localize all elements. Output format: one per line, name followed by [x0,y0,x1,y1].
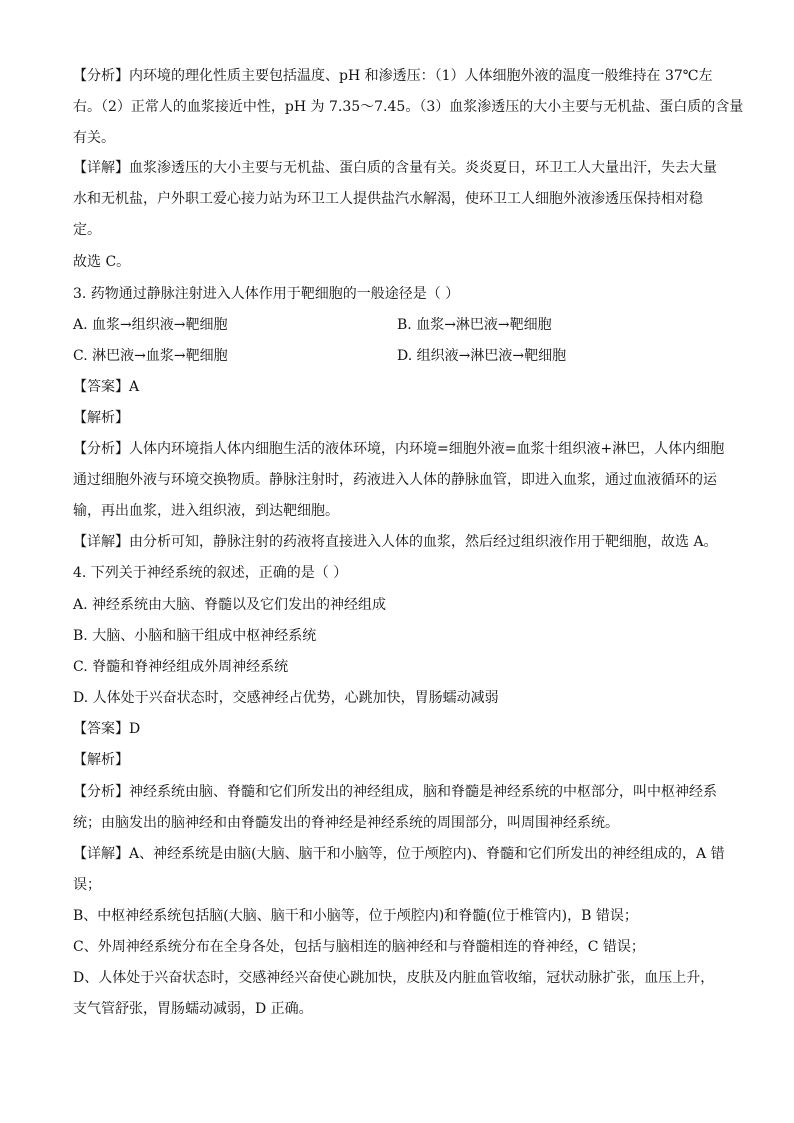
text-line: 输，再出血浆，进入组织液，到达靶细胞。 [73,503,339,519]
option-d: D. 组织液→淋巴液→靶细胞 [397,348,567,364]
text-line: 【分析】人体内环境指人体内细胞生活的液体环境，内环境=细胞外液=血浆十组织液+淋巴，人体内细胞 [73,441,725,457]
analysis-label: 【解析】 [73,410,129,426]
text-line: 右。（2）正常人的血浆接近中性，pH 为 7.35～7.45。（3）血浆渗透压的大小主要与无机盐、蛋白质的含量 [73,99,744,115]
text-line: B、中枢神经系统包括脑(大脑、脑干和小脑等，位于颅腔内)和脊髓(位于椎管内)，B 错误； [73,908,638,924]
question-4: 4. 下列关于神经系统的叙述，正确的是（ ） [73,565,348,581]
text-line: 有关。 [73,130,115,146]
text-line: 【分析】神经系统由脑、脊髓和它们所发出的神经组成，脑和脊髓是神经系统的中枢部分，叫中枢神经系 [73,784,717,800]
analysis-label: 【解析】 [73,752,129,768]
text-line: 故选 C。 [73,254,131,270]
answer-label: 【答案】D [73,721,141,737]
text-line: 【详解】A、神经系统是由脑(大脑、脑干和小脑等，位于颅腔内)、脊髓和它们所发出的神经组成的，A 错 [73,846,725,862]
text-line: 误； [73,877,101,893]
text-line: 【详解】血浆渗透压的大小主要与无机盐、蛋白质的含量有关。炎炎夏日，环卫工人大量出汗，失去大量 [73,160,717,176]
option-a: A. 神经系统由大脑、脊髓以及它们发出的神经组成 [73,597,387,613]
text-line: C、外周神经系统分布在全身各处，包括与脑相连的脑神经和与脊髓相连的脊神经，C 错误； [73,939,645,955]
option-b: B. 大脑、小脑和脑干组成中枢神经系统 [73,628,317,644]
text-line: 统；由脑发出的脑神经和由脊髓发出的脊神经是神经系统的周围部分，叫周围神经系统。 [73,815,619,831]
option-a: A. 血浆→组织液→靶细胞 [73,317,228,333]
text-line: 定。 [73,222,101,238]
text-line: 【详解】由分析可知，静脉注射的药液将直接进入人体的血浆，然后经过组织液作用于靶细胞，故选 A。 [73,534,718,550]
option-c: C. 脊髓和脊神经组成外周神经系统 [73,659,289,675]
text-line: D、人体处于兴奋状态时，交感神经兴奋使心跳加快，皮肤及内脏血管收缩，冠状动脉扩张，血压上升， [73,970,715,986]
option-c: C. 淋巴液→血浆→靶细胞 [73,348,228,364]
text-line: 【分析】内环境的理化性质主要包括温度、pH 和渗透压：（1）人体细胞外液的温度一般维持在 37℃左 [73,68,713,84]
question-3: 3. 药物通过静脉注射进入人体作用于靶细胞的一般途径是（ ） [73,286,460,302]
text-line: 水和无机盐，户外职工爱心接力站为环卫工人提供盐汽水解渴，使环卫工人细胞外液渗透压保持相对稳 [73,191,703,207]
text-line: 通过细胞外液与环境交换物质。静脉注射时，药液进入人体的静脉血管，即进入血浆，通过血液循环的运 [73,472,717,488]
answer-label: 【答案】A [73,379,140,395]
option-d: D. 人体处于兴奋状态时，交感神经占优势，心跳加快，胃肠蠕动减弱 [73,690,499,706]
option-b: B. 血浆→淋巴液→靶细胞 [397,317,552,333]
text-line: 支气管舒张，胃肠蠕动减弱，D 正确。 [73,1001,313,1017]
